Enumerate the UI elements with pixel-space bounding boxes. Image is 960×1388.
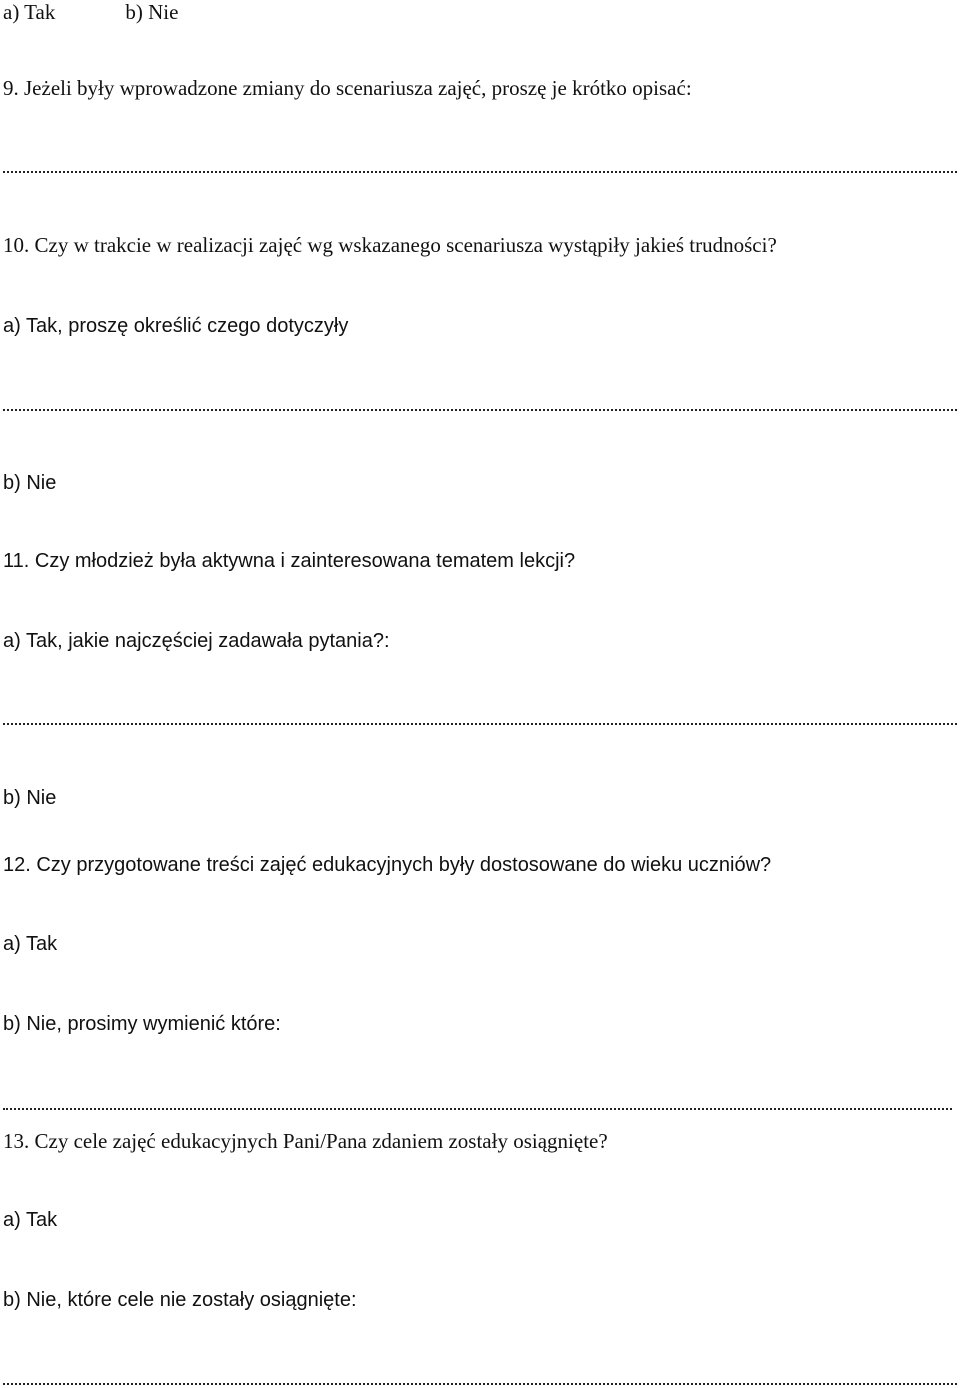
answer-no-top: b) Nie (125, 0, 179, 24)
question-12-option-a: a) Tak (3, 933, 58, 955)
answer-dotted-line-10 (3, 409, 957, 411)
question-9: 9. Jeżeli były wprowadzone zmiany do scenariusza zajęć, proszę je krótko opisać: (3, 76, 692, 100)
answer-dotted-line-9 (3, 171, 957, 173)
question-10-option-b: b) Nie (3, 472, 57, 494)
question-11-option-a: a) Tak, jakie najczęściej zadawała pytania?: (3, 630, 390, 652)
question-12: 12. Czy przygotowane treści zajęć edukacyjnych były dostosowane do wieku uczniów? (3, 854, 772, 876)
question-13: 13. Czy cele zajęć edukacyjnych Pani/Pana zdaniem zostały osiągnięte? (3, 1129, 608, 1153)
question-13-option-a: a) Tak (3, 1209, 58, 1231)
question-10-option-a: a) Tak, proszę określić czego dotyczyły (3, 315, 349, 337)
question-10: 10. Czy w trakcie w realizacji zajęć wg wskazanego scenariusza wystąpiły jakieś trudności? (3, 233, 777, 257)
answer-row-top (3, 0, 178, 24)
answer-yes-top: a) Tak (3, 0, 56, 24)
answer-dotted-line-13 (3, 1383, 957, 1385)
question-13-option-b: b) Nie, które cele nie zostały osiągnięte: (3, 1289, 357, 1311)
question-11: 11. Czy młodzież była aktywna i zainteresowana tematem lekcji? (3, 550, 576, 572)
answer-dotted-line-11 (3, 723, 957, 725)
answer-dotted-line-12 (3, 1108, 952, 1110)
question-11-option-b: b) Nie (3, 787, 57, 809)
question-12-option-b: b) Nie, prosimy wymienić które: (3, 1013, 281, 1035)
